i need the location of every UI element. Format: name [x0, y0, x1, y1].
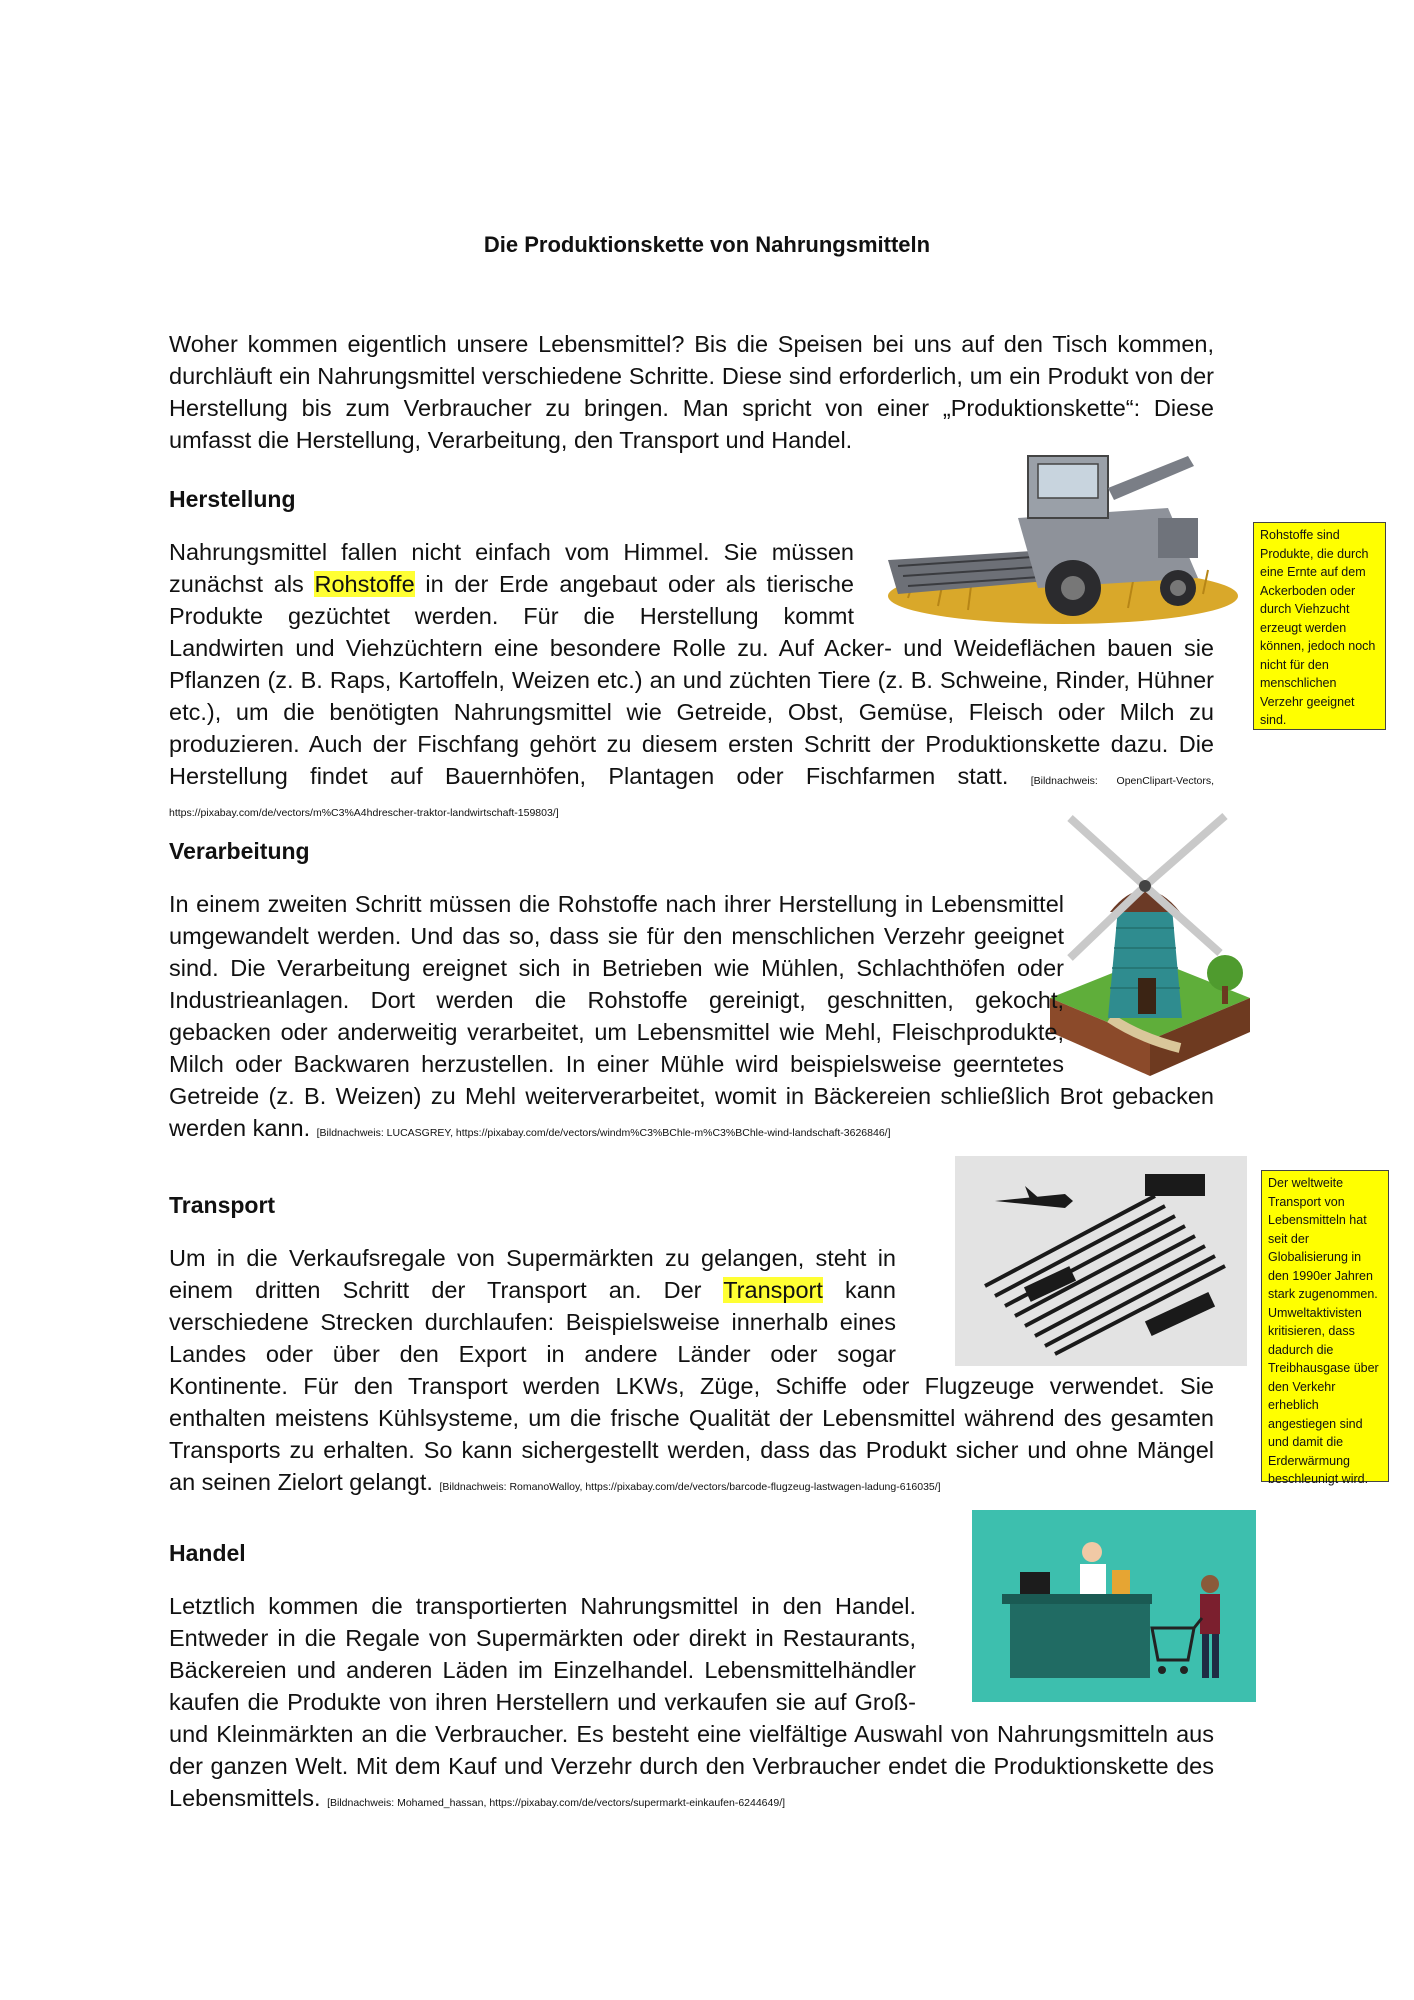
spacer-supermarket — [916, 1590, 1214, 1718]
heading-verarbeitung: Verarbeitung — [169, 838, 310, 864]
highlight-transport: Transport — [723, 1277, 823, 1303]
herstellung-flow: Nahrungsmittel fallen nicht einfach vom Himmel. Sie müssen zunächst als Rohstoffe in der Erde angebaut oder als tierische Produkte gezüchtet werden. Für die Herstellung kommt Landwirten und Viehzüchtern eine besondere Rolle zu. Auf Acker- und Weideflächen bauen sie Pflanzen (z. B. Raps, Kartoffeln, Weizen etc.) an und züchten Tiere (z. B. Schweine, Rinder, Hühner etc.), um die benötigten Nahrungsmittel wie Getreide, Obst, Gemüse, Fleisch oder Milch zu produzieren. Auch der Fischfang gehört zu diesem ersten Schritt der Produktionskette dazu. Die Herstellung findet auf Bauernhöfen, Plantagen oder Fischfarmen statt. [Bildnachweis: OpenClipart-Vectors, https://pixabay.com/de/vectors/m%C3%A4hdrescher-traktor-landwirtschaft-159803/] — [169, 536, 1214, 824]
transport-flow: Um in die Verkaufsregale von Supermärkten zu gelangen, steht in einem dritten Schritt der Transport an. Der Transport kann verschiedene Strecken durchlaufen: Beispielsweise innerhalb eines Landes oder über den Export in andere Länder oder sogar Kontinente. Für den Transport werden LKWs, Züge, Schiffe oder Flugzeuge verwendet. Sie enthalten meistens Kühlsysteme, um die frische Qualität der Lebensmittel während des gesamten Transports zu erhalten. So kann sichergestellt werden, dass das Produkt sicher und ohne Mängel an seinen Zielort gelangt. [Bildnachweis: RomanoWalloy, https://pixabay.com/de/vectors/barcode-flugzeug-lastwagen-ladung-616035/] — [169, 1242, 1214, 1498]
highlight-rohstoffe-flow: Rohstoffe — [314, 571, 415, 597]
note-rohstoffe: Rohstoffe sind Produkte, die durch eine Ernte auf dem Ackerboden oder durch Viehzucht erzeugt werden können, jedoch noch nicht für den menschlichen Verzehr geeignet sind. — [1253, 522, 1386, 730]
credit-handel: [Bildnachweis: Mohamed_hassan, https://pixabay.com/de/vectors/supermarkt-einkaufen-6244649/] — [327, 1797, 786, 1809]
heading-transport: Transport — [169, 1192, 276, 1218]
credit-herstellung: [Bildnachweis: OpenClipart-Vectors, https://pixabay.com/de/vectors/m%C3%A4hdrescher-traktor-landwirtschaft-159803/] — [169, 775, 1214, 819]
credit-transport: [Bildnachweis: RomanoWalloy, https://pixabay.com/de/vectors/barcode-flugzeug-lastwagen-ladung-616035/] — [439, 1481, 941, 1493]
spacer-harvester — [854, 536, 1214, 632]
heading-herstellung: Herstellung — [169, 486, 296, 512]
spacer-windmill — [1064, 888, 1214, 1080]
heading-handel: Handel — [169, 1540, 246, 1566]
handel-flow: Letztlich kommen die transportierten Nahrungsmittel in den Handel. Entweder in die Regale von Supermärkten oder direkt in Restaurants, Bäckereien und anderen Läden im Einzelhandel. Lebensmittelhändler kaufen die Produkte von ihren Herstellern und verkaufen sie auf Groß- und Kleinmärkten an die Verbraucher. Es besteht eine vielfältige Auswahl von Nahrungsmitteln aus der ganzen Welt. Mit dem Kauf und Verzehr durch den Verbraucher endet die Produktionskette des Lebensmittels. [Bildnachweis: Mohamed_hassan, https://pixabay.com/de/vectors/supermarkt-einkaufen-6244649/] — [169, 1590, 1214, 1814]
credit-verarbeitung: [Bildnachweis: LUCASGREY, https://pixabay.com/de/vectors/windm%C3%BChle-m%C3%BChle-wind-landschaft-3626846/] — [316, 1127, 891, 1139]
intro-paragraph: Woher kommen eigentlich unsere Lebensmittel? Bis die Speisen bei uns auf den Tisch kommen, durchläuft ein Nahrungsmittel verschiedene Schritte. Diese sind erforderlich, um ein Produkt von der Herstellung bis zum Verbraucher zu bringen. Man spricht von einer „Produktionskette“: Diese umfasst die Herstellung, Verarbeitung, den Transport und Handel. — [169, 331, 1214, 453]
verarbeitung-flow: In einem zweiten Schritt müssen die Rohstoffe nach ihrer Herstellung in Lebensmittel umgewandelt werden. Und das so, dass sie für den menschlichen Verzehr geeignet sind. Die Verarbeitung ereignet sich in Betrieben wie Mühlen, Schlachthöfen oder Industrieanlagen. Dort werden die Rohstoffe gereinigt, geschnitten, gekocht, gebacken oder anderweitig verarbeitet, um Lebensmittel wie Mehl, Fleischprodukte, Milch oder Backwaren herzustellen. In einer Mühle wird beispielsweise geerntetes Getreide (z. B. Weizen) zu Mehl weiterverarbeitet, womit in Bäckereien schließlich Brot gebacken werden kann. [Bildnachweis: LUCASGREY, https://pixabay.com/de/vectors/windm%C3%BChle-m%C3%BChle-wind-landschaft-3626846/] — [169, 888, 1214, 1144]
note-transport: Der weltweite Transport von Lebensmitteln hat seit der Globalisierung in den 1990er Jahren stark zugenommen. Umweltaktivisten kritisieren, dass dadurch die Treibhausgase über den Verkehr erheblich angestiegen sind und damit die Erderwärmung beschleunigt wird. — [1261, 1170, 1389, 1482]
spacer-transport — [896, 1242, 1214, 1370]
document-title: Die Produktionskette von Nahrungsmitteln — [483, 232, 931, 257]
